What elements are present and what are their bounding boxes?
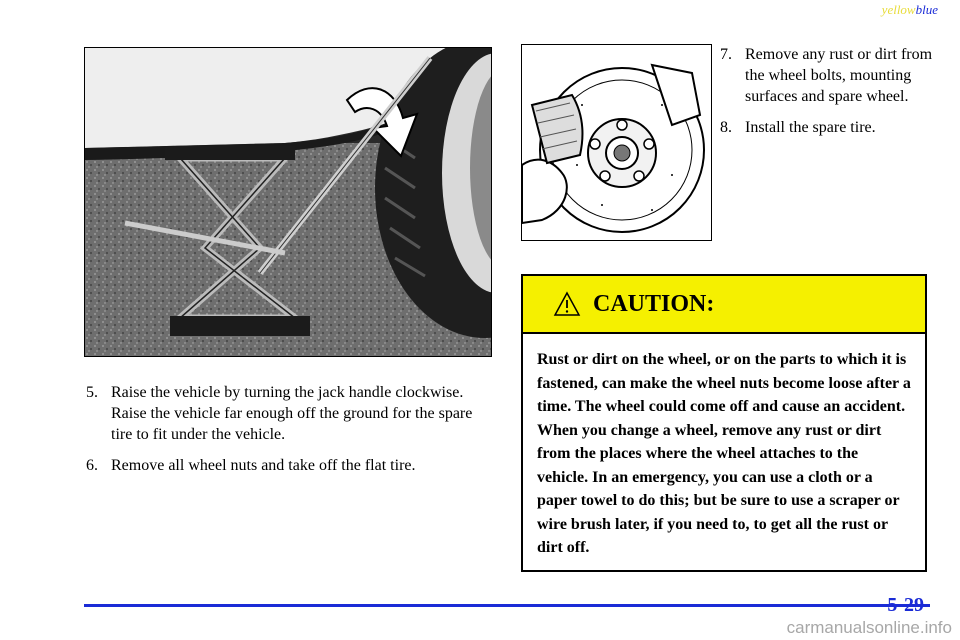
color-header	[882, 2, 938, 18]
caution-box	[521, 274, 927, 572]
hub-cleaning-illustration	[521, 44, 712, 241]
wheel-hub-drawing	[522, 45, 711, 240]
caution-header	[523, 276, 925, 334]
watermark: carmanualsonline.info	[786, 618, 952, 637]
step-text: Remove all wheel nuts and take off the flat tire.	[111, 457, 416, 474]
step-text: Install the spare tire.	[745, 119, 876, 136]
header-yellow: yellow	[881, 2, 916, 17]
steps-left	[86, 382, 486, 486]
header-blue: blue	[915, 2, 938, 17]
caution-title: CAUTION:	[593, 290, 715, 317]
step-6	[86, 455, 486, 476]
footer-rule	[84, 604, 930, 607]
step-text: Remove any rust or dirt from the wheel bolts, mounting surfaces and spare wheel.	[745, 46, 933, 105]
step-number: 8.	[720, 119, 732, 136]
step-text: Raise the vehicle by turning the jack handle clockwise. Raise the vehicle far enough off the ground for the spare tire to fit under the vehicle.	[111, 384, 473, 443]
step-5	[86, 382, 486, 445]
step-number: 6.	[86, 457, 98, 474]
step-number: 5.	[86, 384, 98, 401]
jack-photo	[84, 47, 492, 357]
warning-triangle-icon	[553, 291, 581, 317]
caution-text: Rust or dirt on the wheel, or on the parts to which it is fastened, can make the wheel nuts become loose after a time. The wheel could come off and cause an accident. When you change a wheel, remove any rust or dirt from the places where the wheel attaches to the vehicle. In an emergency, you can use a cloth or a paper towel to do this; but be sure to use a scraper or wire brush later, if you need to, to get all the rust or dirt off.	[537, 351, 911, 556]
step-number: 7.	[720, 46, 732, 63]
jack-illustration	[85, 48, 491, 356]
step-7	[720, 44, 935, 107]
step-8	[720, 117, 935, 138]
page-number: 5-29	[887, 594, 924, 616]
steps-right	[720, 44, 935, 148]
